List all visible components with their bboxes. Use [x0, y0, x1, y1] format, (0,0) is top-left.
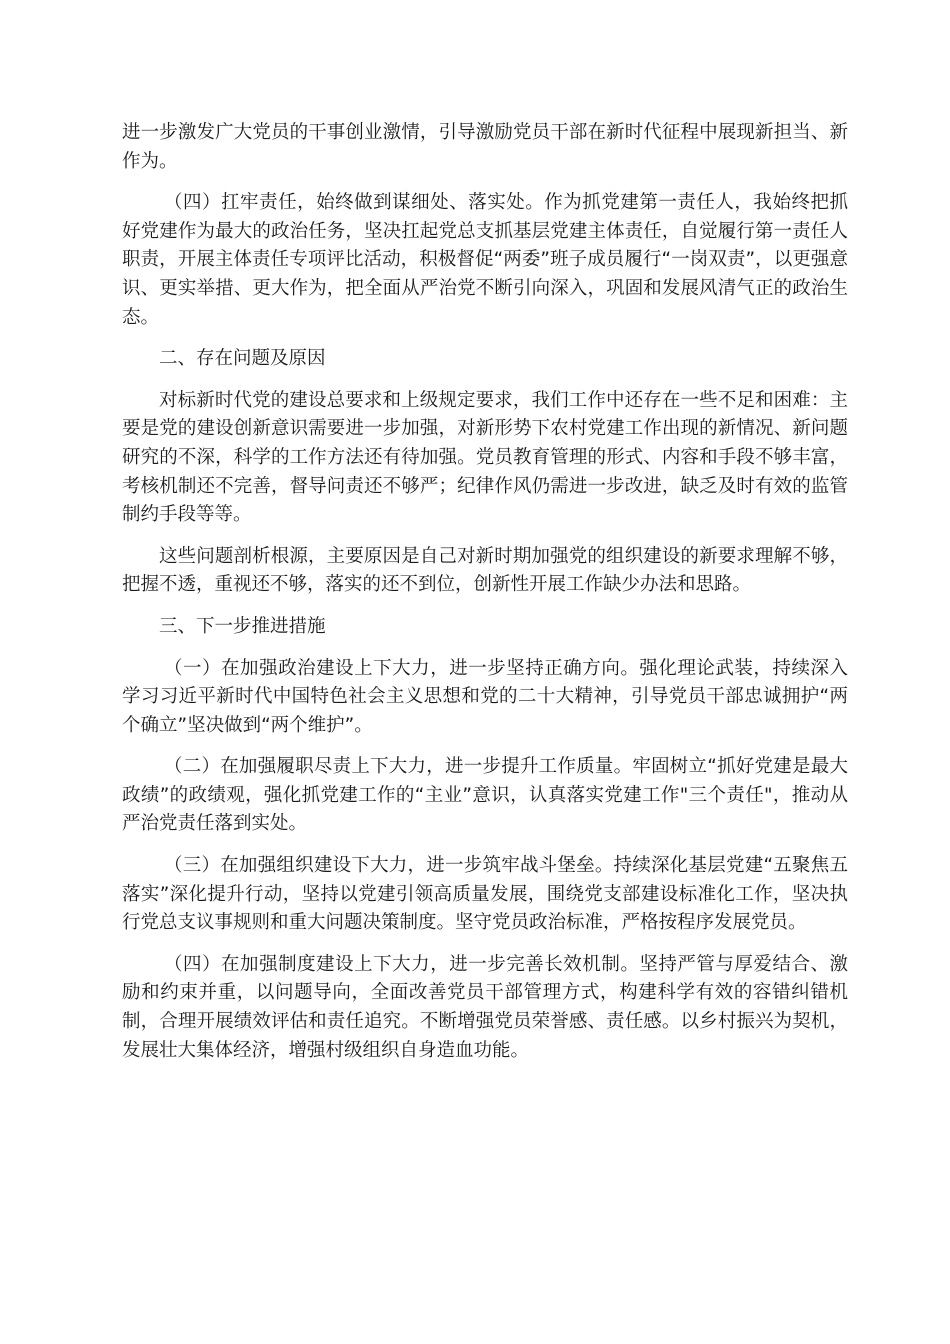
section-heading-problems: 二、存在问题及原因 [159, 348, 326, 370]
paragraph-measure-1: （一）在加强政治建设上下大力，进一步坚持正确方向。强化理论武装，持续深入学习习近平新时代中国特色社会主义思想和党的二十大精神，引导党员干部忠诚拥护“两个确立”坚决做到“两个维护”。 [122, 657, 848, 736]
document-body [122, 119, 848, 1078]
paragraph-measure-3: （三）在加强组织建设下大力，进一步筑牢战斗堡垒。持续深化基层党建“五聚焦五落实”深化提升行动，坚持以党建引领高质量发展，围绕党支部建设标准化工作，坚决执行党总支议事规则和重大问题决策制度。坚守党员政治标准，严格按程序发展党员。 [122, 855, 848, 934]
paragraph-measure-2: （二）在加强履职尽责上下大力，进一步提升工作质量。牢固树立“抓好党建是最大政绩”的政绩观，强化抓党建工作的“主业”意识，认真落实党建工作"三个责任"，推动从严治党责任落到实处。 [122, 756, 848, 835]
paragraph-causes: 这些问题剖析根源，主要原因是自己对新时期加强党的组织建设的新要求理解不够，把握不透，重视还不够，落实的还不到位，创新性开展工作缺少办法和思路。 [122, 545, 848, 596]
paragraph-measure-4: （四）在加强制度建设上下大力，进一步完善长效机制。坚持严管与厚爱结合、激励和约束并重，以问题导向，全面改善党员干部管理方式，构建科学有效的容错纠错机制，合理开展绩效评估和责任追究。不断增强党员荣誉感、责任感。以乡村振兴为契机，发展壮大集体经济，增强村级组织自身造血功能。 [122, 953, 848, 1061]
paragraph-continuation: 进一步激发广大党员的干事创业激情，引导激励党员干部在新时代征程中展现新担当、新作为。 [122, 122, 848, 172]
section-heading-measures: 三、下一步推进措施 [159, 615, 326, 637]
paragraph-responsibility: （四）扛牢责任，始终做到谋细处、落实处。作为抓党建第一责任人，我始终把抓好党建作为最大的政治任务，坚决扛起党总支抓基层党建主体责任，自觉履行第一责任人职责，开展主体责任专项评比活动，积极督促“两委”班子成员履行“一岗双责”，以更强意识、更实举措、更大作为，把全面从严治党不断引向深入，巩固和发展风清气正的政治生态。 [122, 192, 848, 328]
paragraph-problems: 对标新时代党的建设总要求和上级规定要求，我们工作中还存在一些不足和困难：主要是党的建设创新意识需要进一步加强，对新形势下农村党建工作出现的新情况、新问题研究的不深，科学的工作方法还有待加强。党员教育管理的形式、内容和手段不够丰富，考核机制还不完善，督导问责还不够严；纪律作风仍需进一步改进，缺乏及时有效的监管制约手段等等。 [122, 389, 848, 526]
